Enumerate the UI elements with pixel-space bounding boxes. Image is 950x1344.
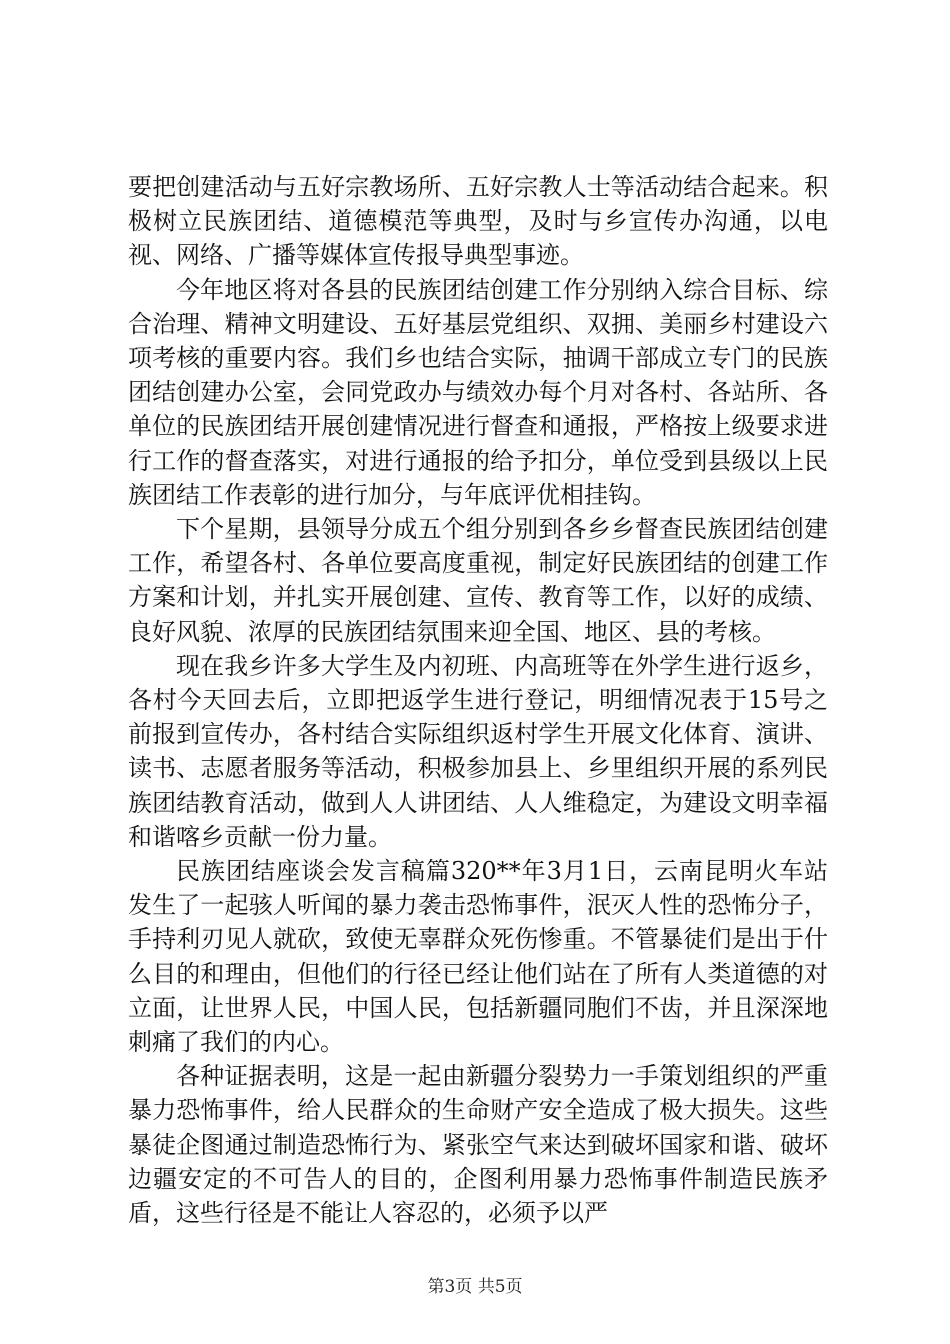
paragraph-6: 各种证据表明，这是一起由新疆分裂势力一手策划组织的严重暴力恐怖事件，给人民群众的生命财产安全造成了极大损失。这些暴徒企图通过制造恐怖行为、紧张空气来达到破坏国家和谐、破坏边疆安定的不可告人的目的，企图利用暴力恐怖事件制造民族矛盾，这些行径是不能让人容忍的，必须予以严 xyxy=(128,1062,828,1228)
paragraph-1: 要把创建活动与五好宗教场所、五好宗教人士等活动结合起来。积极树立民族团结、道德模范等典型，及时与乡宣传办沟通，以电视、网络、广播等媒体宣传报导典型事迹。 xyxy=(128,173,828,270)
paragraph-4: 现在我乡许多大学生及内初班、内高班等在外学生进行返乡，各村今天回去后，立即把返学生进行登记，明细情况表于15号之前报到宣传办，各村结合实际组织返村学生开展文化体育、演讲、读书、志愿者服务等活动，积极参加县上、乡里组织开展的系列民族团结教育活动，做到人人讲团结、人人维稳定，为建设文明幸福和谐喀乡贡献一份力量。 xyxy=(128,651,828,851)
paragraph-2: 今年地区将对各县的民族团结创建工作分别纳入综合目标、综合治理、精神文明建设、五好基层党组织、双拥、美丽乡村建设六项考核的重要内容。我们乡也结合实际，抽调干部成立专门的民族团结创建办公室，会同党政办与绩效办每个月对各村、各站所、各单位的民族团结开展创建情况进行督查和通报，严格按上级要求进行工作的督查落实，对进行通报的给予扣分，单位受到县级以上民族团结工作表彰的进行加分，与年底评优相挂钩。 xyxy=(128,275,828,509)
paragraph-3: 下个星期，县领导分成五个组分别到各乡乡督查民族团结创建工作，希望各村、各单位要高度重视，制定好民族团结的创建工作方案和计划，并扎实开展创建、宣传、教育等工作，以好的成绩、良好风貌、浓厚的民族团结氛围来迎全国、地区、县的考核。 xyxy=(128,515,828,646)
page-number-footer: 第3页 共5页 xyxy=(427,1277,523,1297)
document-body xyxy=(128,170,828,1230)
paragraph-5: 民族团结座谈会发言稿篇320**年3月1日，云南昆明火车站发生了一起骇人听闻的暴力袭击恐怖事件，泯灭人性的恐怖分子，手持利刃见人就砍，致使无辜群众死伤惨重。不管暴徒们是出于什么目的和理由，但他们的行径已经让他们站在了所有人类道德的对立面，让世界人民，中国人民，包括新疆同胞们不齿，并且深深地刺痛了我们的内心。 xyxy=(128,857,828,1057)
